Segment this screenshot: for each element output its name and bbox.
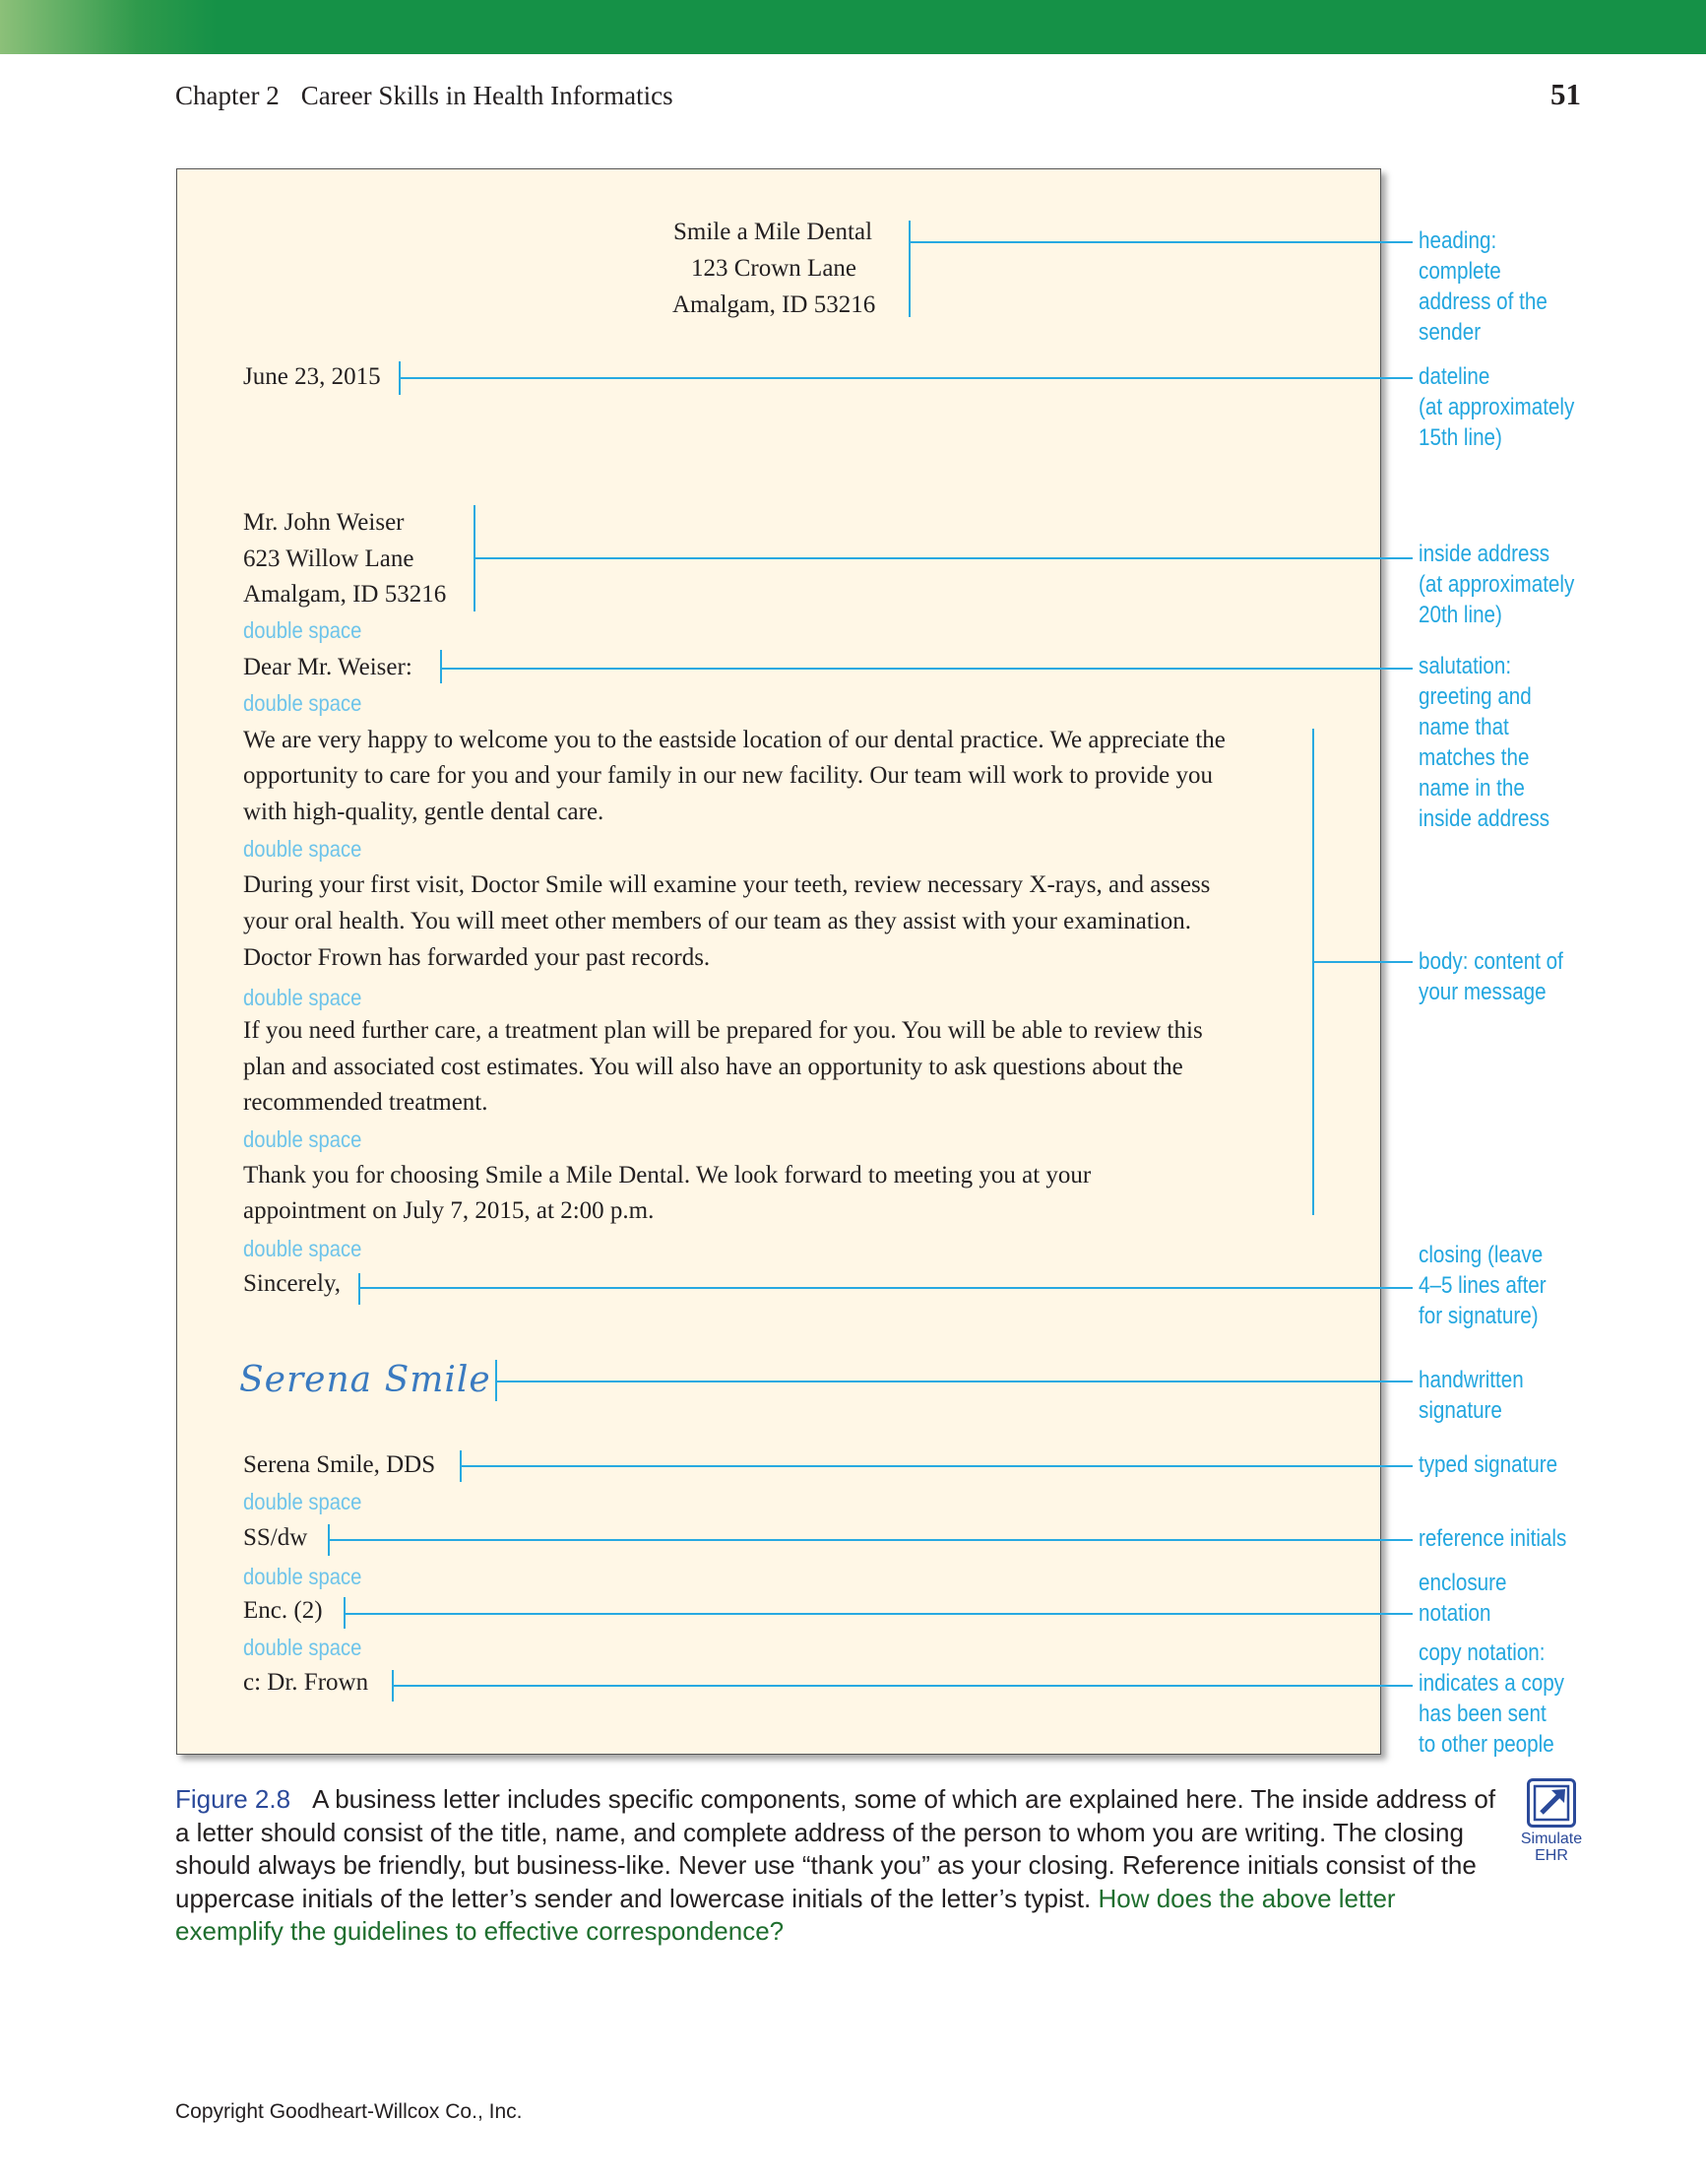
enclosure-notation: Enc. (2): [243, 1597, 323, 1624]
caption-question: How does the above letter exemplify the guidelines to effective correspondence?: [175, 1883, 1396, 1946]
top-color-bar: [0, 0, 1706, 54]
double-space-note: double space: [243, 1236, 362, 1261]
body-line: During your first visit, Doctor Smile will examine your teeth, review necessary X-rays, and assess: [243, 871, 1211, 898]
double-space-note: double space: [243, 617, 362, 643]
typed-signature: Serena Smile, DDS: [243, 1451, 436, 1478]
chapter-title: Career Skills in Health Informatics: [300, 81, 673, 110]
label-closing: closing (leave 4–5 lines after for signature): [1419, 1242, 1547, 1329]
arrow-out-icon: [1527, 1778, 1576, 1828]
double-space-note: double space: [243, 690, 362, 716]
double-space-note: double space: [243, 836, 362, 862]
figure-caption: [175, 1783, 1499, 1949]
copy-notation: c: Dr. Frown: [243, 1669, 369, 1696]
label-inside-address: inside address (at approximately 20th line): [1419, 541, 1575, 628]
body-line: Thank you for choosing Smile a Mile Dental. We look forward to meeting you at your: [243, 1162, 1092, 1188]
label-salutation: salutation: greeting and name that matches the name in the inside address: [1419, 653, 1550, 832]
label-reference-initials: reference initials: [1419, 1525, 1567, 1552]
label-dateline: dateline (at approximately 15th line): [1419, 363, 1575, 451]
double-space-note: double space: [243, 1564, 362, 1589]
body-line: If you need further care, a treatment plan will be prepared for you. You will be able to review this: [243, 1017, 1203, 1044]
sender-city: Amalgam, ID 53216: [672, 291, 876, 318]
label-enclosure: enclosure notation: [1419, 1570, 1507, 1627]
body-line: recommended treatment.: [243, 1089, 488, 1116]
label-copy-notation: copy notation: indicates a copy has been sent to other people: [1419, 1639, 1565, 1758]
recipient-street: 623 Willow Lane: [243, 546, 414, 572]
date-line: June 23, 2015: [243, 363, 381, 390]
body-line: Doctor Frown has forwarded your past records.: [243, 944, 711, 971]
copyright: Copyright Goodheart-Willcox Co., Inc.: [175, 2100, 523, 2123]
handwritten-signature: Serena Smile: [239, 1360, 491, 1400]
sender-street: 123 Crown Lane: [691, 255, 857, 282]
page-number: 51: [1550, 77, 1581, 111]
body-line: your oral health. You will meet other members of our team as they assist with your examination.: [243, 908, 1192, 934]
double-space-note: double space: [243, 985, 362, 1010]
salutation: Dear Mr. Weiser:: [243, 654, 412, 680]
body-line: appointment on July 7, 2015, at 2:00 p.m.: [243, 1197, 655, 1224]
running-head: [175, 81, 673, 111]
double-space-note: double space: [243, 1126, 362, 1152]
sender-name: Smile a Mile Dental: [673, 219, 873, 245]
double-space-note: double space: [243, 1635, 362, 1660]
chapter-number: Chapter 2: [175, 81, 280, 110]
body-line: with high-quality, gentle dental care.: [243, 799, 604, 825]
body-line: We are very happy to welcome you to the eastside location of our dental practice. We appreciate the: [243, 727, 1226, 753]
closing: Sincerely,: [243, 1270, 342, 1297]
simulate-ehr-label: Simulate EHR: [1520, 1831, 1583, 1864]
reference-initials: SS/dw: [243, 1524, 308, 1551]
label-heading: heading: complete address of the sender: [1419, 227, 1548, 346]
body-line: plan and associated cost estimates. You will also have an opportunity to ask questions about the: [243, 1054, 1183, 1080]
recipient-name: Mr. John Weiser: [243, 509, 405, 536]
simulate-ehr-button[interactable]: [1512, 1778, 1591, 1864]
label-handwritten-signature: handwritten signature: [1419, 1367, 1524, 1424]
double-space-note: double space: [243, 1489, 362, 1514]
body-line: opportunity to care for you and your family in our new facility. Our team will work to provide you: [243, 762, 1213, 789]
label-typed-signature: typed signature: [1419, 1451, 1558, 1478]
recipient-city: Amalgam, ID 53216: [243, 581, 447, 608]
label-body: body: content of your message: [1419, 948, 1563, 1005]
caption-text: A business letter includes specific components, some of which are explained here. The inside address of a letter should consist of the title, name, and complete address of the person to whom you are writing. The closing should always be friendly, but business-like. Never use “thank you” as your closing. Reference initials consist of the uppercase initials of the letter’s sender and lowercase initials of the letter’s typist.: [175, 1784, 1496, 1913]
figure-number: Figure 2.8: [175, 1784, 291, 1814]
